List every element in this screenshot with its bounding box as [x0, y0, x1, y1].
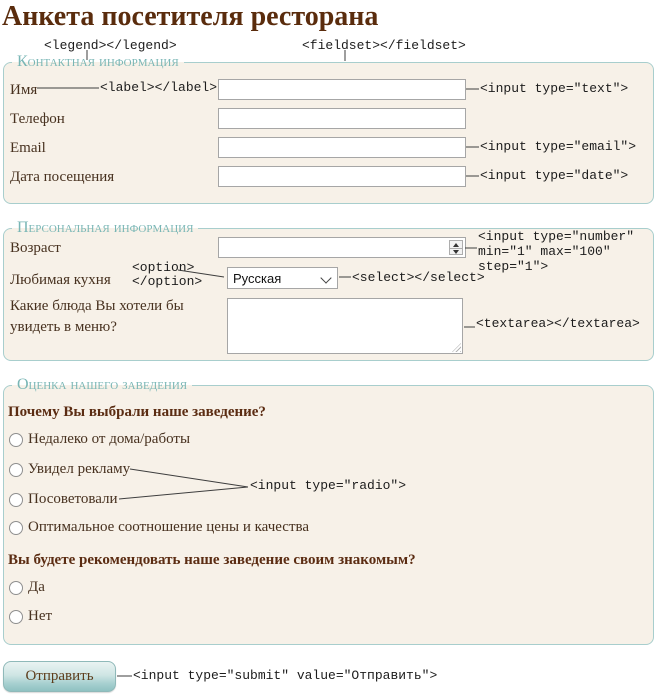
annotation-label-tag: <label></label> [100, 80, 218, 95]
page-title: Анкета посетителя ресторана [2, 1, 379, 32]
number-spinner[interactable] [449, 240, 463, 255]
radio-button-yes[interactable] [9, 581, 23, 595]
cuisine-select[interactable] [227, 267, 338, 289]
cuisine-label: Любимая кухня [10, 272, 111, 288]
annotation-input-text-tag: <input type="text"> [480, 81, 629, 96]
radio-option-row [9, 519, 309, 536]
radio-option-row [9, 491, 118, 508]
radio-option-row [9, 608, 52, 625]
fieldset-rating [3, 376, 654, 645]
dishes-textarea[interactable] [227, 298, 463, 354]
radio-option-label: Увидел рекламу [28, 461, 131, 477]
age-label: Возраст [10, 240, 61, 256]
arrow-up-icon [453, 243, 459, 247]
radio-button-price-quality[interactable] [9, 521, 23, 535]
question-recommend: Вы будете рекомендовать наше заведение своим знакомым? [8, 552, 416, 568]
arrow-down-icon [453, 250, 459, 254]
annotation-fieldset-tag: <fieldset></fieldset> [302, 38, 466, 53]
radio-option-label: Недалеко от дома/работы [28, 431, 191, 447]
annotation-input-email-tag: <input type="email"> [480, 139, 637, 154]
annotation-input-number-tag [478, 229, 634, 274]
annotation-number-line2: min="1" max="100" [478, 244, 611, 259]
annotation-input-date-tag: <input type="date"> [480, 168, 629, 183]
radio-option-row [9, 431, 190, 448]
annotation-legend-tag: <legend></legend> [44, 38, 177, 53]
date-input[interactable] [218, 166, 466, 187]
radio-button-saw-ad[interactable] [9, 463, 23, 477]
spinner-down-button[interactable] [450, 248, 462, 255]
cuisine-select-value: Русская [233, 270, 282, 286]
radio-option-label: Оптимальное соотношение цены и качества [28, 519, 310, 535]
radio-button-recommended[interactable] [9, 493, 23, 507]
fieldset-personal-legend: Персональная информация [12, 219, 198, 237]
chevron-down-icon [320, 272, 331, 283]
annotation-textarea-tag: <textarea></textarea> [476, 316, 640, 331]
radio-option-row [9, 579, 45, 596]
radio-option-label: Посоветовали [28, 491, 118, 507]
annotation-input-submit-tag: <input type="submit" value="Отправить"> [133, 668, 438, 683]
annotation-number-line1: <input type="number" [478, 229, 635, 244]
email-input[interactable] [218, 137, 466, 158]
radio-button-no[interactable] [9, 610, 23, 624]
annotation-option-tag [132, 261, 202, 289]
phone-input[interactable] [218, 108, 466, 129]
radio-button-near-home[interactable] [9, 433, 23, 447]
spinner-up-button[interactable] [450, 241, 462, 248]
annotation-input-radio-tag: <input type="radio"> [250, 478, 407, 493]
phone-label: Телефон [10, 111, 65, 127]
date-label: Дата посещения [10, 169, 115, 185]
annotation-number-line3: step="1"> [478, 259, 549, 274]
annotation-option-open: <option> [132, 260, 195, 275]
radio-option-label: Да [28, 579, 45, 595]
submit-button[interactable]: Отправить [3, 661, 116, 692]
age-number-input[interactable] [218, 237, 466, 258]
name-input[interactable] [218, 79, 466, 100]
dishes-textarea-wrap [227, 298, 463, 354]
radio-option-row [9, 461, 130, 478]
annotation-option-close: </option> [132, 274, 203, 289]
fieldset-contact-legend: Контактная информация [12, 53, 184, 71]
question-why: Почему Вы выбрали наше заведение? [8, 404, 266, 420]
email-label: Email [10, 140, 46, 156]
name-label: Имя [10, 82, 38, 98]
fieldset-rating-legend: Оценка нашего заведения [12, 376, 192, 394]
radio-option-label: Нет [28, 608, 53, 624]
annotation-select-tag: <select></select> [352, 270, 485, 285]
dishes-label: Какие блюда Вы хотели бы увидеть в меню? [10, 298, 184, 335]
